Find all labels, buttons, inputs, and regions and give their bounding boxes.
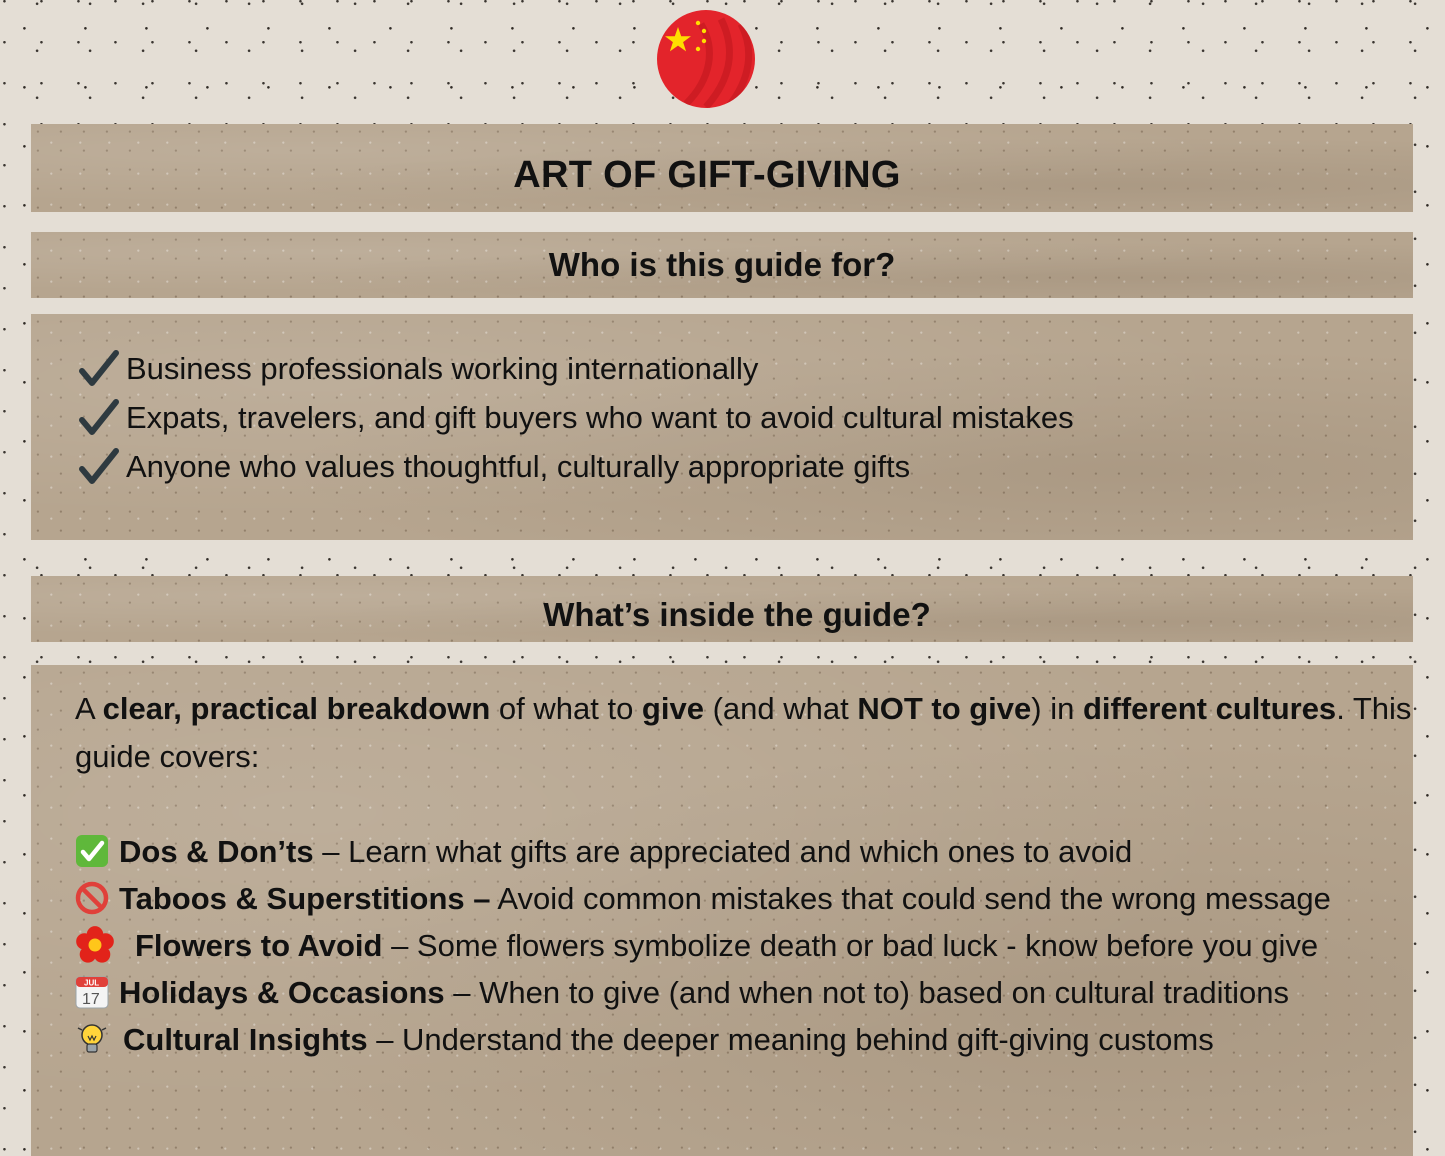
check-mark-button-icon — [75, 834, 109, 868]
contents-heading-banner — [31, 576, 1413, 642]
feature-separator: – — [444, 975, 480, 1010]
intro-text: ) in — [1031, 691, 1083, 726]
feature-separator: – — [382, 928, 417, 963]
feature-separator: – — [367, 1022, 403, 1057]
feature-item — [75, 1016, 1415, 1063]
audience-item-text: Anyone who values thoughtful, culturally appropriate gifts — [126, 448, 911, 484]
feature-title: Taboos & Superstitions – — [119, 881, 491, 916]
feature-text: Understand the deeper meaning behind gift-giving customs — [402, 1022, 1214, 1057]
audience-heading-banner — [31, 232, 1413, 298]
feature-item — [75, 922, 1415, 969]
intro-text: (and what — [703, 691, 858, 726]
intro-bold-text: clear, practical breakdown — [102, 691, 491, 726]
check-mark-icon — [78, 398, 126, 438]
feature-text: Learn what gifts are appreciated and which ones to avoid — [348, 834, 1133, 869]
feature-item — [75, 969, 1415, 1016]
audience-item — [78, 344, 1074, 393]
calendar-icon-month: JUL — [84, 978, 100, 988]
red-flower-icon — [75, 925, 115, 965]
audience-panel — [31, 314, 1413, 540]
feature-text: Avoid common mistakes that could send the wrong message — [497, 881, 1331, 916]
intro-text: A — [75, 691, 103, 726]
feature-title: Holidays & Occasions — [119, 975, 445, 1010]
light-bulb-icon — [75, 1022, 109, 1056]
page-title: ART OF GIFT-GIVING — [513, 154, 901, 196]
audience-item-text: Business professionals working internationally — [126, 350, 759, 386]
feature-title: Flowers to Avoid — [135, 928, 383, 963]
feature-text: When to give (and when not to) based on cultural traditions — [479, 975, 1290, 1010]
china-flag-icon — [656, 9, 756, 109]
audience-list — [78, 344, 1074, 491]
feature-title: Dos & Don’ts — [119, 834, 314, 869]
audience-item-text: Expats, travelers, and gift buyers who want to avoid cultural mistakes — [126, 399, 1074, 435]
audience-heading: Who is this guide for? — [548, 246, 896, 283]
contents-heading: What’s inside the guide? — [543, 596, 931, 633]
intro-bold-text: NOT to give — [857, 691, 1032, 726]
audience-item — [78, 442, 1074, 491]
intro-bold-text: different cultures — [1082, 691, 1337, 726]
feature-item — [75, 828, 1415, 875]
calendar-icon — [75, 975, 109, 1009]
feature-text: Some flowers symbolize death or bad luck - know before you give — [416, 928, 1319, 963]
feature-title: Cultural Insights — [123, 1022, 368, 1057]
contents-intro — [75, 685, 1415, 781]
intro-bold-text: give — [641, 691, 704, 726]
check-mark-icon — [78, 349, 126, 389]
feature-separator: – — [313, 834, 349, 869]
intro-text: of what to — [490, 691, 642, 726]
intro-text: . This guide covers: — [75, 691, 1412, 774]
feature-item — [75, 875, 1415, 922]
check-mark-icon — [78, 447, 126, 487]
prohibited-icon — [75, 881, 109, 915]
audience-item — [78, 393, 1074, 442]
title-banner — [31, 124, 1413, 212]
contents-panel — [31, 665, 1413, 1156]
contents-body — [75, 685, 1415, 1063]
calendar-icon-day: 17 — [82, 991, 100, 1008]
